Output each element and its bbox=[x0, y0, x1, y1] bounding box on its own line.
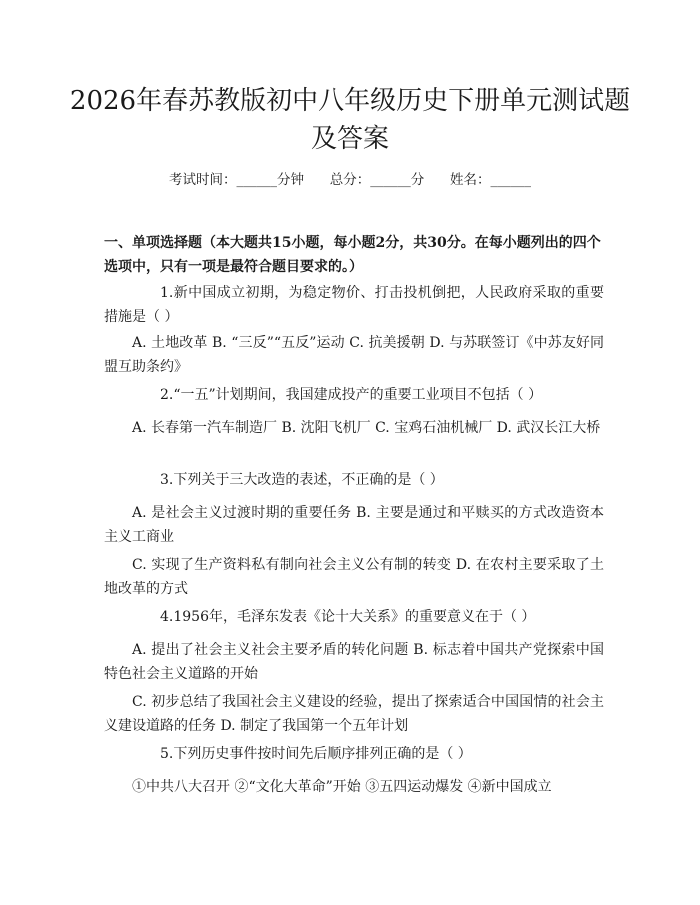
question-3-text: 下列关于三大改造的表述，不正确的是（ ） bbox=[173, 472, 444, 488]
question-3-number: 3. bbox=[160, 472, 174, 488]
question-5-stem bbox=[104, 742, 604, 766]
question-1-options: A. 土地改革 B. “三反”“五反”运动 C. 抗美援朝 D. 与苏联签订《中苏友好同盟互助条约》 bbox=[104, 335, 604, 375]
question-4-options-ab: A. 提出了社会主义社会主要矛盾的转化问题 B. 标志着中国共产党探索中国特色社会主义道路的开始 bbox=[104, 642, 604, 682]
question-1-number: 1. bbox=[160, 285, 174, 301]
question-4-text: 1956年，毛泽东发表《论十大关系》的重要意义在于（ ） bbox=[173, 609, 536, 625]
document-title: 2026年春苏教版初中八年级历史下册单元测试题及答案 bbox=[69, 86, 631, 154]
question-3-stem bbox=[104, 468, 604, 492]
question-1-text: 新中国成立初期，为稳定物价、打击投机倒把，人民政府采取的重要措施是（ ） bbox=[104, 285, 604, 325]
question-2-options: A. 长春第一汽车制造厂 B. 沈阳飞机厂 C. 宝鸡石油机械厂 D. 武汉长江大桥 bbox=[132, 420, 601, 436]
question-3-options-cd: C. 实现了生产资料私有制向社会主义公有制的转变 D. 在农村主要采取了土地改革的方式 bbox=[104, 557, 604, 597]
question-5-items: ①中共八大召开 ②“文化大革命”开始 ③五四运动爆发 ④新中国成立 bbox=[132, 779, 552, 795]
exam-info-line: 考试时间：______分钟 总分：______分 姓名：______ bbox=[169, 172, 531, 188]
question-5-number: 5. bbox=[160, 746, 174, 762]
question-5-text: 下列历史事件按时间先后顺序排列正确的是（ ） bbox=[173, 746, 472, 762]
question-4-stem bbox=[104, 605, 604, 629]
question-4-number: 4. bbox=[160, 609, 174, 625]
question-1-stem bbox=[104, 281, 604, 329]
question-2-number: 2. bbox=[160, 387, 174, 403]
question-2-stem bbox=[104, 383, 604, 407]
question-2-text: “一五”计划期间，我国建成投产的重要工业项目不包括（ ） bbox=[173, 387, 543, 403]
question-4-options-cd: C. 初步总结了我国社会主义建设的经验，提出了探索适合中国国情的社会主义建设道路的任务 D. 制定了我国第一个五年计划 bbox=[104, 694, 604, 734]
question-3-options-ab: A. 是社会主义过渡时期的重要任务 B. 主要是通过和平赎买的方式改造资本主义工商业 bbox=[104, 505, 604, 545]
section-heading-single-choice: 一、单项选择题（本大题共15小题，每小题2分，共30分。在每小题列出的四个选项中，只有一项是最符合题目要求的。） bbox=[104, 235, 601, 275]
